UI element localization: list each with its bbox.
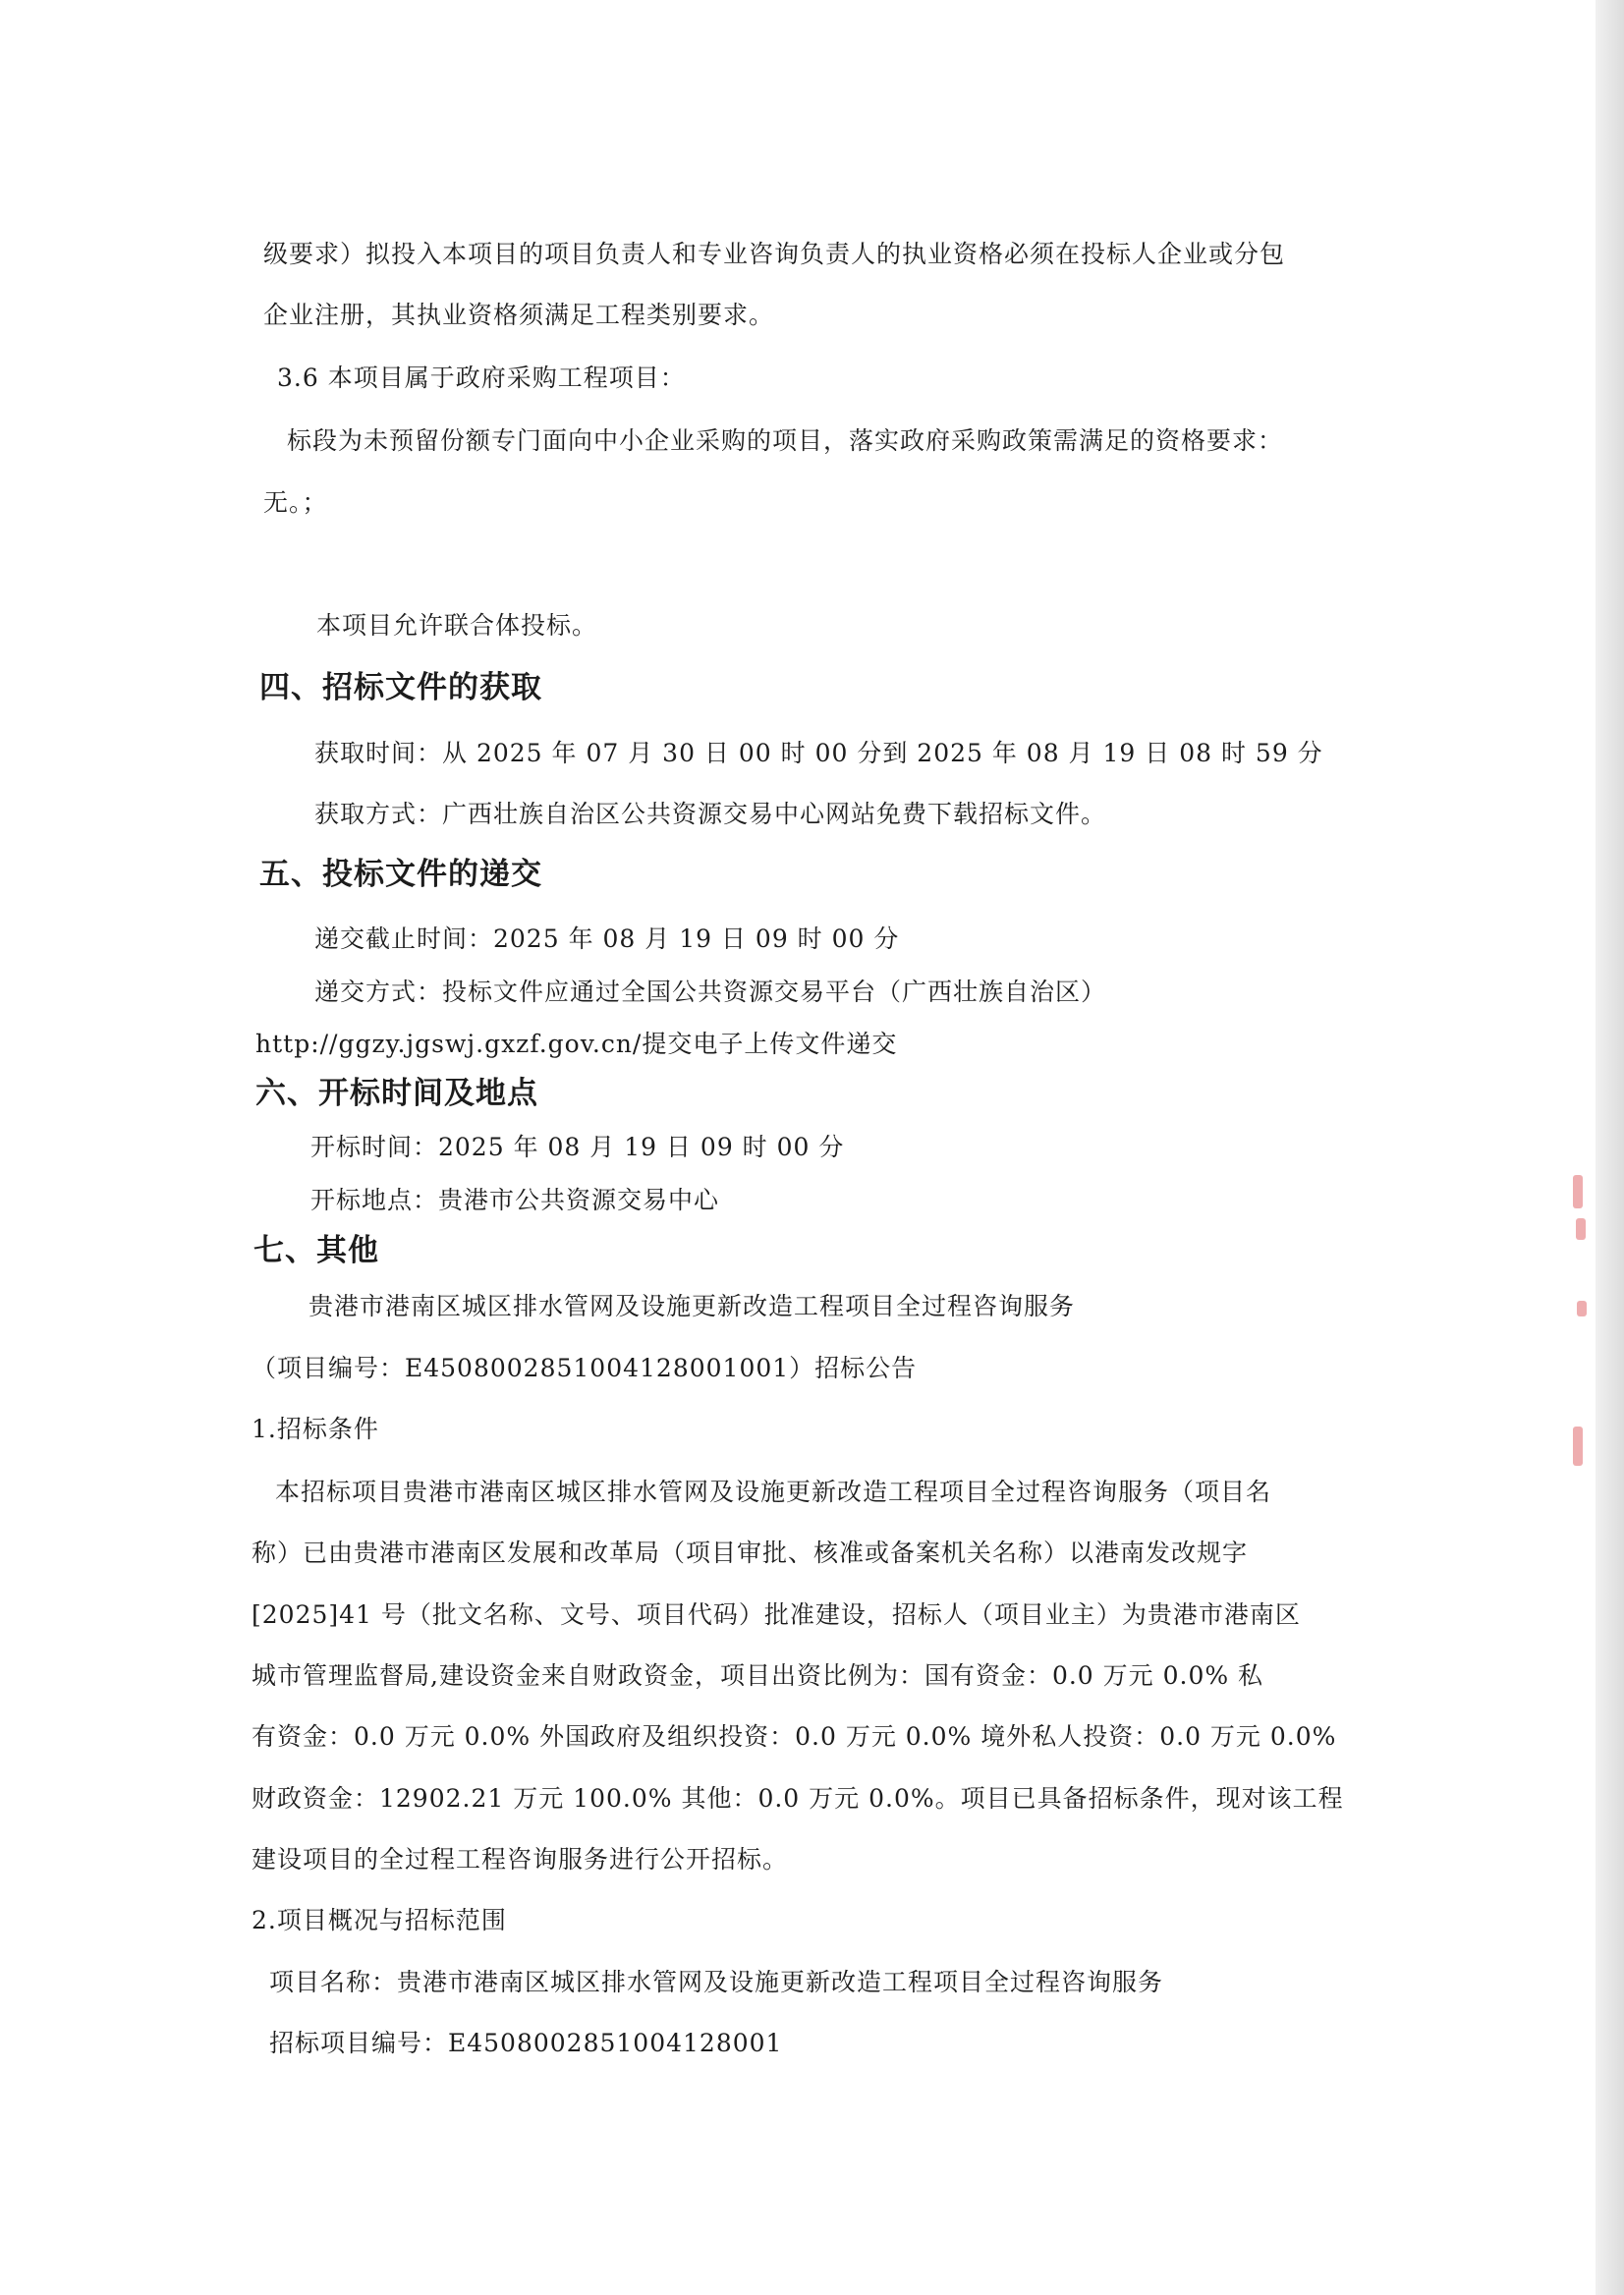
submission-method-line-1: 递交方式：投标文件应通过全国公共资源交易平台（广西壮族自治区） xyxy=(314,978,1107,1006)
acquisition-method: 获取方式：广西壮族自治区公共资源交易中心网站免费下载招标文件。 xyxy=(314,800,1107,828)
sme-policy-line-2: 无。； xyxy=(263,488,328,517)
seal-fragment xyxy=(1576,1218,1586,1240)
project-title-line-1: 贵港市港南区城区排水管网及设施更新改造工程项目全过程咨询服务 xyxy=(308,1292,1076,1320)
tender-conditions-line: 城市管理监督局,建设资金来自财政资金，项目出资比例为：国有资金：0.0 万元 0.0% 私 xyxy=(252,1661,1264,1690)
tender-conditions-line: [2025]41 号（批文名称、文号、项目代码）批准建设，招标人（项目业主）为贵港市港南区 xyxy=(252,1600,1301,1629)
tender-conditions-line: 本招标项目贵港市港南区城区排水管网及设施更新改造工程项目全过程咨询服务（项目名 xyxy=(275,1478,1272,1506)
seal-fragment xyxy=(1573,1427,1583,1466)
project-title-line-2: （项目编号：E4508002851004128001001）招标公告 xyxy=(252,1354,918,1382)
section-7-heading: 七、其他 xyxy=(253,1233,379,1268)
section-6-heading: 六、开标时间及地点 xyxy=(255,1076,538,1111)
tender-conditions-line: 财政资金：12902.21 万元 100.0% 其他：0.0 万元 0.0%。项目已具备招标条件，现对该工程 xyxy=(252,1784,1344,1813)
bid-project-number: 招标项目编号：E4508002851004128001 xyxy=(269,2029,783,2057)
section-5-heading: 五、投标文件的递交 xyxy=(259,857,542,892)
seal-fragment xyxy=(1577,1301,1587,1316)
qualification-line-1: 级要求）拟投入本项目的项目负责人和专业咨询负责人的执业资格必须在投标人企业或分包 xyxy=(263,240,1286,268)
sme-policy-line-1: 标段为未预留份额专门面向中小企业采购的项目，落实政府采购政策需满足的资格要求： xyxy=(287,426,1284,455)
page-edge xyxy=(1596,0,1624,2295)
opening-time: 开标时间：2025 年 08 月 19 日 09 时 00 分 xyxy=(310,1133,845,1161)
tender-conditions-line: 称）已由贵港市港南区发展和改革局（项目审批、核准或备案机关名称）以港南发改规字 xyxy=(252,1539,1249,1567)
project-name: 项目名称：贵港市港南区城区排水管网及设施更新改造工程项目全过程咨询服务 xyxy=(269,1968,1164,1996)
submission-url: http://ggzy.jgswj.gxzf.gov.cn/提交电子上传文件递交 xyxy=(255,1030,898,1058)
consortium-statement: 本项目允许联合体投标。 xyxy=(316,611,598,640)
seal-fragment xyxy=(1573,1175,1583,1208)
tender-conditions-line: 有资金：0.0 万元 0.0% 外国政府及组织投资：0.0 万元 0.0% 境外私人投资：0.0 万元 0.0% xyxy=(252,1722,1337,1751)
subsection-1-title: 1.招标条件 xyxy=(252,1415,379,1443)
qualification-line-2: 企业注册，其执业资格须满足工程类别要求。 xyxy=(263,301,775,329)
section-4-heading: 四、招标文件的获取 xyxy=(259,670,542,705)
opening-place: 开标地点：贵港市公共资源交易中心 xyxy=(310,1186,720,1214)
submission-deadline: 递交截止时间：2025 年 08 月 19 日 09 时 00 分 xyxy=(314,924,900,953)
subsection-2-title: 2.项目概况与招标范围 xyxy=(252,1906,507,1934)
item-3-6: 3.6 本项目属于政府采购工程项目： xyxy=(277,364,686,392)
tender-conditions-line: 建设项目的全过程工程咨询服务进行公开招标。 xyxy=(252,1845,789,1874)
acquisition-time: 获取时间：从 2025 年 07 月 30 日 00 时 00 分到 2025 年 08 月 19 日 08 时 59 分 xyxy=(314,739,1323,767)
